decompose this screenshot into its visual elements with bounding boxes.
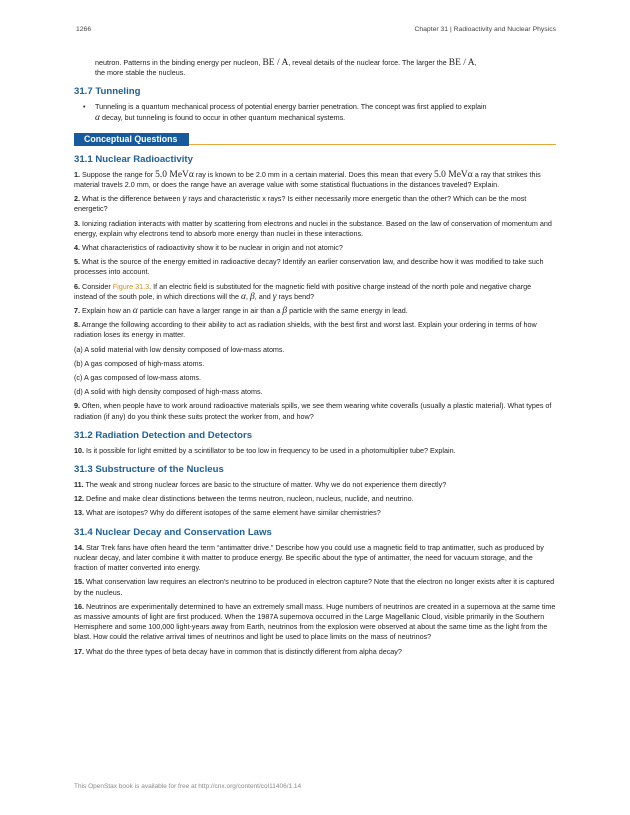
question-15: 15. What conservation law requires an electron’s neutrino to be produced in electron capture? Note that the electron no longer exists after it is captured by the nucleus. xyxy=(74,577,555,597)
footer-note: This OpenStax book is available for free at http://cnx.org/content/col11406/1.14 xyxy=(74,783,302,790)
question-6: 6. Consider Figure 31.3. If an electric field is substituted for the magnetic field with positive charge instead of the north pole and negative charge instead of the south pole, in which directions will the α, β, and γ rays bend? xyxy=(74,281,532,302)
question-3: 3. Ionizing radiation interacts with matter by scattering from electrons and nuclei in the substance. Based on the law of conservation of momentum and energy, explain why electrons tend to absorb more energy than nuclei in these interactions. xyxy=(74,218,552,238)
question-13: 13. What are isotopes? Why do different isotopes of the same element have similar chemistries? xyxy=(74,508,381,518)
question-10: 10. Is it possible for light emitted by a scintillator to be too low in frequency to be used in a photomultiplier tube? Explain. xyxy=(74,445,456,455)
page-content xyxy=(74,58,556,661)
question-14: 14. Star Trek fans have often heard the term “antimatter drive.” Describe how you could use a magnetic field to trap antimatter, such as produced by nuclear decay, and later combine it with matter to produce energy. Be specific about the type of antimatter, the need for vacuum storage, and the fraction of matter converted into energy. xyxy=(74,542,544,573)
question-8-option-d: (d) A solid with high density composed of high-mass atoms. xyxy=(74,387,263,397)
question-8: 8. Arrange the following according to their ability to act as radiation shields, with the best first and worst last. Explain your ordering in terms of how radiation loses its energy in matter. xyxy=(74,320,537,340)
question-1: 1. Suppose the range for 5.0 MeVα ray is known to be 2.0 mm in a certain material. Does this mean that every 5.0 MeVα a ray that strikes this material travels 2.0 mm, or does the range have an average value with some statistical fluctuations in the distances traveled? Explain. xyxy=(74,169,541,190)
question-2: 2. What is the difference between γ rays and characteristic x rays? Is either necessarily more energetic than the other? Which can be the most energetic? xyxy=(74,194,527,214)
section-heading-31-1: 31.1 Nuclear Radioactivity xyxy=(74,153,193,165)
question-16: 16. Neutrinos are experimentally determined to have an extremely small mass. Huge numbers of neutrinos are created in a supernova at the same time as massive amounts of light are first produced. When the 1987A supernova occurred in the Large Magellanic Cloud, visible primarily in the Southern Hemisphere and some 100,000 light-years away from Earth, neutrinos from the explosion were observed at about the same time as the light from the blast. How could the relative arrival times of neutrinos and light be used to place limits on the mass of neutrinos? xyxy=(74,601,556,642)
question-7: 7. Explain how an α particle can have a larger range in air than a β particle with the same energy in lead. xyxy=(74,306,408,317)
be-over-a-math: BE / A xyxy=(262,58,289,68)
question-9: 9. Often, when people have to work around radioactive materials spills, we see them wearing white coveralls (usually a plastic material). What types of radiation (if any) do you think these suits protect the worker from, and how? xyxy=(74,401,552,421)
section-heading-31-2: 31.2 Radiation Detection and Detectors xyxy=(74,429,253,441)
page-number: 1266 xyxy=(76,26,92,33)
be-over-a-math: BE / A xyxy=(448,58,475,68)
summary-tail: neutron. Patterns in the binding energy per nucleon, BE / A, reveal details of the nuclear force. The larger the BE / A, the more stable the nucleus. xyxy=(95,58,477,78)
question-5: 5. What is the source of the energy emitted in radioactive decay? Identify an earlier conservation law, and describe how it was modified to take such processes into account. xyxy=(74,257,544,277)
conceptual-questions-banner xyxy=(74,133,556,146)
list-item: • Tunneling is a quantum mechanical process of potential energy barrier penetration. The concept was first applied to explain α decay, but tunneling is found to occur in other quantum mechanical systems. xyxy=(95,102,556,122)
question-8-option-b: (b) A gas composed of high-mass atoms. xyxy=(74,358,205,368)
figure-31-3-link[interactable]: Figure 31.3 xyxy=(112,281,150,291)
section-heading-31-4: 31.4 Nuclear Decay and Conservation Laws xyxy=(74,526,272,538)
section-heading-31-3: 31.3 Substructure of the Nucleus xyxy=(74,464,224,476)
question-8-option-a: (a) A solid material with low density composed of low-mass atoms. xyxy=(74,344,285,354)
question-12: 12. Define and make clear distinctions between the terms neutron, nucleon, nucleus, nuclide, and neutrino. xyxy=(74,494,414,504)
tunneling-bullets xyxy=(74,102,556,122)
chapter-header: Chapter 31 | Radioactivity and Nuclear Physics xyxy=(414,26,556,33)
section-heading-31-7: 31.7 Tunneling xyxy=(74,86,141,98)
question-17: 17. What do the three types of beta decay have in common that is distinctly different from alpha decay? xyxy=(74,646,402,656)
question-8-option-c: (c) A gas composed of low-mass atoms. xyxy=(74,373,202,383)
question-4: 4. What characteristics of radioactivity show it to be nuclear in origin and not atomic? xyxy=(74,243,343,253)
banner-label: Conceptual Questions xyxy=(74,133,189,146)
question-11: 11. The weak and strong nuclear forces are basic to the structure of matter. Why we do not experience them directly? xyxy=(74,480,447,490)
